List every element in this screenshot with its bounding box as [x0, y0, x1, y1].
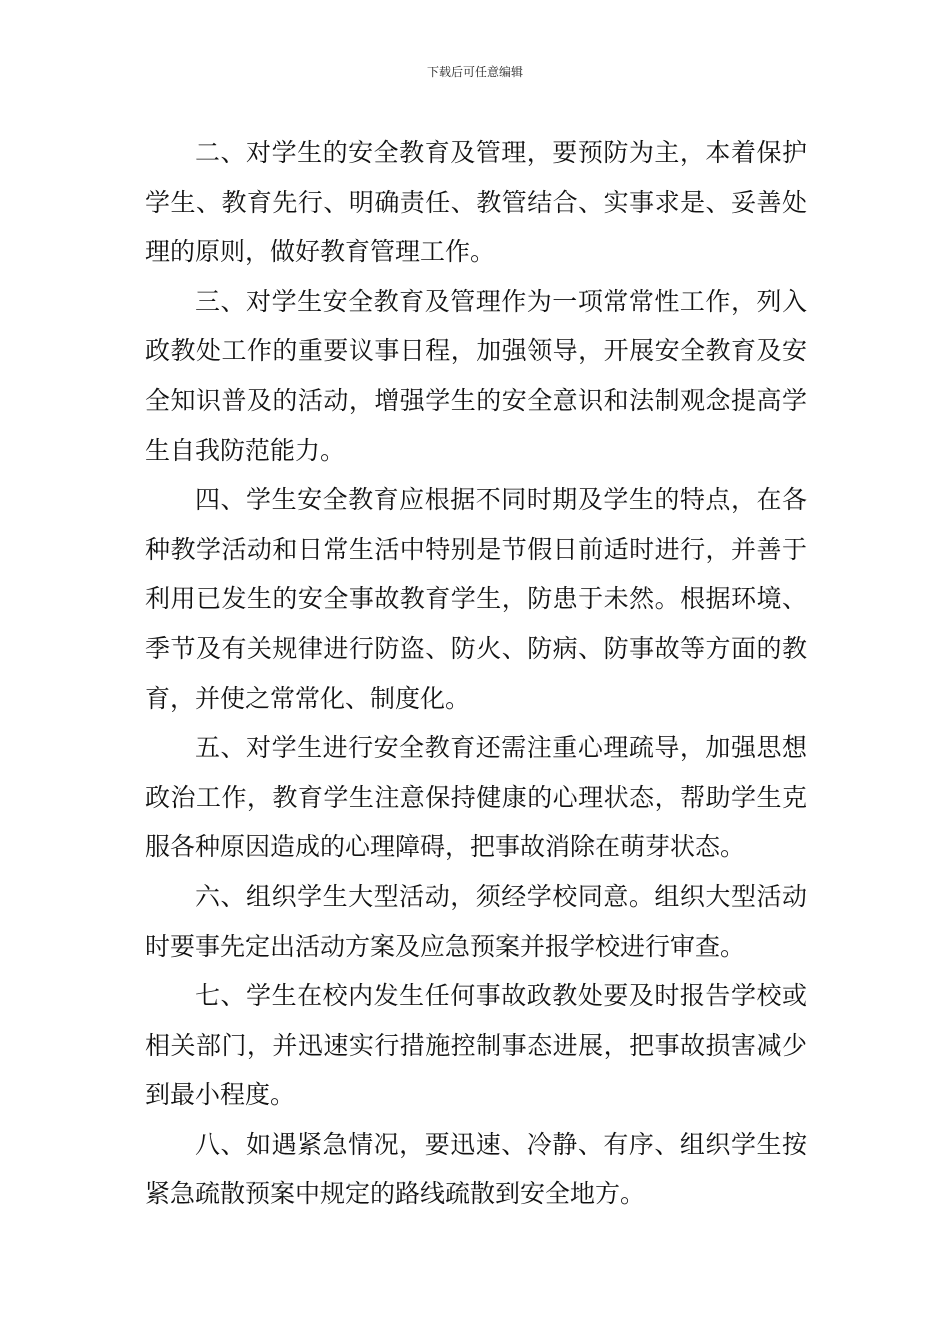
paragraph-7: 七、学生在校内发生任何事故政教处要及时报告学校或相关部门，并迅速实行措施控制事态进展，把事故损害减少到最小程度。	[145, 981, 807, 1110]
document-body	[145, 128, 807, 1219]
paragraph-8: 八、如遇紧急情况，要迅速、冷静、有序、组织学生按紧急疏散预案中规定的路线疏散到安全地方。	[145, 1129, 807, 1209]
paragraph-3: 三、对学生安全教育及管理作为一项常常性工作，列入政教处工作的重要议事日程，加强领导，开展安全教育及安全知识普及的活动，增强学生的安全意识和法制观念提高学生自我防范能力。	[145, 286, 807, 465]
page-header: 下载后可任意编辑	[426, 65, 523, 79]
paragraph-4: 四、学生安全教育应根据不同时期及学生的特点，在各种教学活动和日常生活中特别是节假日前适时进行，并善于利用已发生的安全事故教育学生，防患于未然。根据环境、季节及有关规律进行防盗、防火、防病、防事故等方面的教育，并使之常常化、制度化。	[145, 485, 807, 713]
paragraph-6: 六、组织学生大型活动，须经学校同意。组织大型活动时要事先定出活动方案及应急预案并报学校进行审查。	[145, 881, 807, 961]
paragraph-2: 二、对学生的安全教育及管理，要预防为主，本着保护学生、教育先行、明确责任、教管结合、实事求是、妥善处理的原则，做好教育管理工作。	[145, 138, 807, 267]
paragraph-5: 五、对学生进行安全教育还需注重心理疏导，加强思想政治工作，教育学生注意保持健康的心理状态，帮助学生克服各种原因造成的心理障碍，把事故消除在萌芽状态。	[145, 733, 807, 862]
